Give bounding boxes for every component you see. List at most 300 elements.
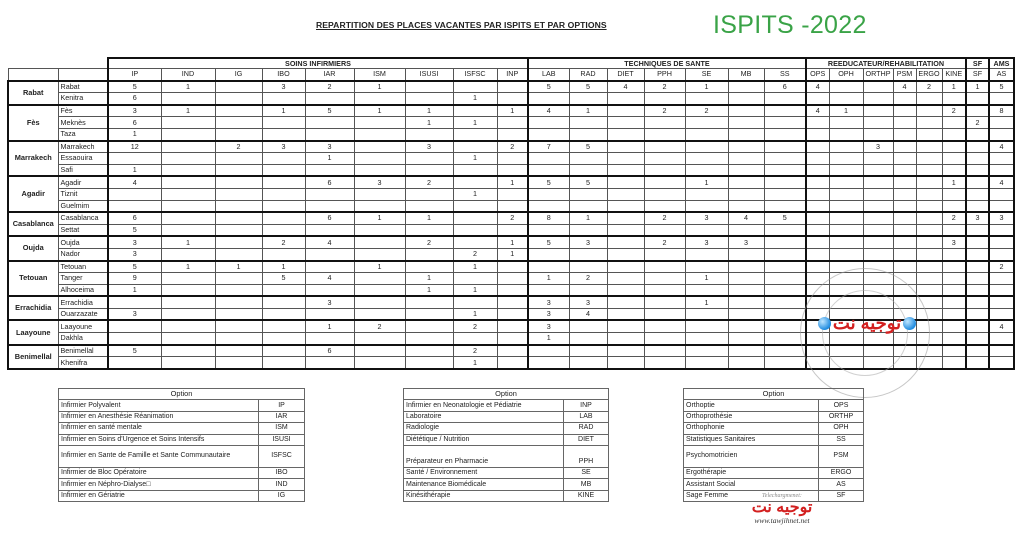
cell-orthp [863, 236, 893, 248]
cell-lab [528, 164, 569, 176]
cell-ind [161, 212, 215, 224]
region-name: Rabat [8, 81, 58, 105]
cell-isusi [405, 224, 453, 236]
group-header: TECHNIQUES DE SANTE [528, 58, 806, 69]
cell-ig [215, 164, 262, 176]
cell-ibo [262, 93, 305, 105]
cell-oph [829, 128, 863, 140]
cell-orthp [863, 176, 893, 188]
cell-isfsc [453, 333, 497, 345]
cell-pph [644, 153, 685, 165]
cell-pph [644, 261, 685, 273]
cell-se: 1 [685, 81, 728, 93]
cell-diet [607, 273, 644, 285]
cell-kine [942, 224, 966, 236]
cell-sf [966, 333, 989, 345]
cell-sf [966, 261, 989, 273]
cell-diet [607, 248, 644, 260]
cell-iar: 4 [305, 273, 354, 285]
cell-psm [893, 164, 916, 176]
cell-sf [966, 128, 989, 140]
cell-isfsc: 1 [453, 93, 497, 105]
cell-isusi [405, 308, 453, 320]
cell-ism [354, 273, 405, 285]
cell-ism: 1 [354, 81, 405, 93]
cell-mb [728, 128, 764, 140]
cell-ism [354, 128, 405, 140]
legend-code: ISM [259, 423, 305, 434]
cell-psm [893, 93, 916, 105]
cell-orthp [863, 200, 893, 212]
cell-orthp [863, 164, 893, 176]
cell-iar [305, 224, 354, 236]
legend-code: PPH [564, 445, 609, 467]
cell-inp: 2 [497, 141, 528, 153]
cell-ibo: 3 [262, 81, 305, 93]
cell-diet [607, 224, 644, 236]
cell-rad [569, 153, 607, 165]
cell-isusi: 1 [405, 284, 453, 296]
cell-ibo [262, 128, 305, 140]
cell-isusi [405, 164, 453, 176]
legend-label: Orthophonie [684, 423, 819, 434]
cell-kine [942, 164, 966, 176]
cell-orthp: 3 [863, 141, 893, 153]
cell-isusi [405, 248, 453, 260]
region-name: Benimellal [8, 345, 58, 369]
cell-isfsc [453, 128, 497, 140]
cell-inp [497, 200, 528, 212]
cell-ism [354, 333, 405, 345]
cell-ind [161, 141, 215, 153]
cell-ops [806, 224, 829, 236]
cell-ergo [916, 261, 942, 273]
cell-ss [764, 188, 806, 200]
cell-ig [215, 333, 262, 345]
cell-ind: 1 [161, 81, 215, 93]
cell-se [685, 141, 728, 153]
cell-iar: 6 [305, 212, 354, 224]
cell-ism [354, 224, 405, 236]
ville-name: Tiznit [58, 188, 108, 200]
cell-ergo [916, 128, 942, 140]
ispits-year-title: ISPITS -2022 [713, 11, 867, 39]
cell-diet: 4 [607, 81, 644, 93]
table-row [8, 236, 1014, 248]
cell-kine [942, 296, 966, 308]
column-header: SF [966, 69, 989, 81]
cell-ism [354, 164, 405, 176]
ville-name: Settat [58, 224, 108, 236]
cell-lab [528, 128, 569, 140]
cell-rad [569, 224, 607, 236]
table-row [8, 200, 1014, 212]
cell-iar: 1 [305, 153, 354, 165]
cell-ind [161, 128, 215, 140]
cell-isusi: 3 [405, 141, 453, 153]
cell-ibo [262, 224, 305, 236]
cell-kine: 3 [942, 236, 966, 248]
legend-code: LAB [564, 411, 609, 422]
cell-isfsc: 1 [453, 188, 497, 200]
legend-row [404, 479, 609, 490]
legend-row [684, 400, 864, 411]
cell-ibo [262, 357, 305, 369]
cell-mb [728, 320, 764, 332]
table-row [8, 141, 1014, 153]
ville-name: Tetouan [58, 261, 108, 273]
cell-ind [161, 153, 215, 165]
legend-code: IND [259, 479, 305, 490]
cell-diet [607, 200, 644, 212]
cell-oph [829, 188, 863, 200]
cell-isusi: 2 [405, 236, 453, 248]
cell-ibo [262, 117, 305, 129]
cell-pph [644, 248, 685, 260]
cell-inp: 1 [497, 176, 528, 188]
cell-isfsc: 1 [453, 357, 497, 369]
region-name: Agadir [8, 176, 58, 212]
cell-ergo [916, 117, 942, 129]
cell-inp [497, 188, 528, 200]
cell-psm [893, 248, 916, 260]
cell-mb [728, 284, 764, 296]
ville-name: Khenifra [58, 357, 108, 369]
cell-ss [764, 176, 806, 188]
column-header: SS [764, 69, 806, 81]
cell-rad [569, 117, 607, 129]
cell-pph [644, 141, 685, 153]
cell-mb [728, 333, 764, 345]
cell-isfsc [453, 141, 497, 153]
cell-lab [528, 357, 569, 369]
cell-orthp [863, 105, 893, 117]
cell-lab [528, 248, 569, 260]
cell-ig [215, 176, 262, 188]
cell-orthp [863, 117, 893, 129]
cell-inp: 1 [497, 236, 528, 248]
cell-ig [215, 224, 262, 236]
cell-rad: 4 [569, 308, 607, 320]
tawjihnet-url[interactable]: www.tawjihnet.net [754, 516, 810, 525]
cell-diet [607, 261, 644, 273]
cell-pph [644, 320, 685, 332]
cell-as [989, 273, 1014, 285]
ville-name: Alhoceima [58, 284, 108, 296]
cell-iar [305, 188, 354, 200]
cell-ergo [916, 224, 942, 236]
legend-row [59, 445, 305, 467]
cell-ig [215, 357, 262, 369]
cell-kine [942, 128, 966, 140]
legend-label: Infirmier en Anesthésie Réanimation [59, 411, 259, 422]
cell-ss [764, 357, 806, 369]
cell-rad [569, 248, 607, 260]
cell-as [989, 236, 1014, 248]
cell-sf [966, 345, 989, 357]
cell-ip [108, 320, 161, 332]
cell-ss [764, 224, 806, 236]
table-row [8, 224, 1014, 236]
cell-isfsc: 2 [453, 248, 497, 260]
cell-sf: 3 [966, 212, 989, 224]
cell-sf [966, 284, 989, 296]
cell-isusi [405, 333, 453, 345]
cell-iar [305, 357, 354, 369]
cell-ibo: 3 [262, 141, 305, 153]
cell-iar: 2 [305, 81, 354, 93]
group-header: SF [966, 58, 989, 69]
cell-se [685, 224, 728, 236]
cell-sf [966, 308, 989, 320]
cell-rad [569, 284, 607, 296]
cell-ss [764, 105, 806, 117]
cell-ig: 2 [215, 141, 262, 153]
cell-se [685, 128, 728, 140]
cell-ergo [916, 105, 942, 117]
cell-ism: 3 [354, 176, 405, 188]
cell-inp [497, 128, 528, 140]
cell-lab [528, 153, 569, 165]
cell-diet [607, 93, 644, 105]
cell-ig [215, 81, 262, 93]
cell-ind [161, 93, 215, 105]
cell-ss [764, 236, 806, 248]
cell-ip [108, 188, 161, 200]
cell-pph [644, 284, 685, 296]
cell-pph [644, 357, 685, 369]
cell-ism: 1 [354, 105, 405, 117]
ville-name: Safi [58, 164, 108, 176]
cell-pph [644, 224, 685, 236]
cell-rad [569, 128, 607, 140]
cell-psm [893, 176, 916, 188]
cell-ip: 1 [108, 164, 161, 176]
cell-iar [305, 164, 354, 176]
cell-iar [305, 93, 354, 105]
cell-lab [528, 284, 569, 296]
cell-iar: 5 [305, 105, 354, 117]
cell-isusi: 1 [405, 105, 453, 117]
table-row [8, 188, 1014, 200]
column-header: ISUSI [405, 69, 453, 81]
legend-label: Santé / Environnement [404, 467, 564, 478]
column-header: PSM [893, 69, 916, 81]
cell-se [685, 153, 728, 165]
column-header: PPH [644, 69, 685, 81]
legend-label: Sage Femme [684, 490, 819, 501]
cell-ind [161, 273, 215, 285]
cell-orthp [863, 153, 893, 165]
document-title: REPARTITION DES PLACES VACANTES PAR ISPITS ET PAR OPTIONS [316, 20, 607, 30]
cell-se: 3 [685, 212, 728, 224]
ville-name: Kenitra [58, 93, 108, 105]
cell-mb [728, 296, 764, 308]
cell-psm [893, 128, 916, 140]
legend-code: IBO [259, 467, 305, 478]
cell-oph [829, 176, 863, 188]
cell-ops: 4 [806, 81, 829, 93]
cell-oph [829, 117, 863, 129]
legend-row [684, 467, 864, 478]
cell-lab: 3 [528, 308, 569, 320]
legend-label: Orthoptie [684, 400, 819, 411]
cell-ip: 5 [108, 224, 161, 236]
cell-ig [215, 345, 262, 357]
cell-pph [644, 128, 685, 140]
cell-sf [966, 273, 989, 285]
cell-ism [354, 188, 405, 200]
cell-mb [728, 345, 764, 357]
cell-diet [607, 212, 644, 224]
legend-row [684, 423, 864, 434]
cell-diet [607, 105, 644, 117]
cell-kine [942, 357, 966, 369]
cell-ergo: 2 [916, 81, 942, 93]
cell-inp [497, 284, 528, 296]
cell-kine [942, 141, 966, 153]
cell-pph [644, 273, 685, 285]
cell-oph [829, 200, 863, 212]
cell-isfsc: 1 [453, 284, 497, 296]
cell-rad: 3 [569, 296, 607, 308]
cell-iar [305, 333, 354, 345]
group-header: SOINS INFIRMIERS [108, 58, 528, 69]
cell-ip: 6 [108, 212, 161, 224]
cell-se [685, 357, 728, 369]
cell-ergo [916, 236, 942, 248]
cell-sf [966, 224, 989, 236]
cell-ss [764, 117, 806, 129]
cell-mb [728, 176, 764, 188]
legend-code: SS [819, 434, 864, 445]
legend-code: DIET [564, 434, 609, 445]
cell-isfsc [453, 105, 497, 117]
cell-ind [161, 284, 215, 296]
cell-rad: 5 [569, 176, 607, 188]
cell-ip: 6 [108, 117, 161, 129]
cell-pph: 2 [644, 105, 685, 117]
column-header: IAR [305, 69, 354, 81]
ville-name: Essaouira [58, 153, 108, 165]
cell-ig [215, 320, 262, 332]
cell-mb [728, 141, 764, 153]
cell-ibo [262, 153, 305, 165]
cell-ig: 1 [215, 261, 262, 273]
cell-ergo [916, 248, 942, 260]
cell-se [685, 308, 728, 320]
cell-mb [728, 105, 764, 117]
cell-ops: 4 [806, 105, 829, 117]
cell-ops [806, 188, 829, 200]
cell-ip: 3 [108, 105, 161, 117]
cell-se [685, 200, 728, 212]
cell-diet [607, 320, 644, 332]
cell-pph [644, 333, 685, 345]
cell-as [989, 248, 1014, 260]
cell-rad: 1 [569, 105, 607, 117]
column-header: ORTHP [863, 69, 893, 81]
cell-ops [806, 141, 829, 153]
cell-se [685, 320, 728, 332]
cell-ism: 1 [354, 261, 405, 273]
cell-kine [942, 261, 966, 273]
cell-mb [728, 224, 764, 236]
cell-mb: 3 [728, 236, 764, 248]
cell-rad [569, 164, 607, 176]
cell-ism [354, 153, 405, 165]
legend-label: Radiologie [404, 423, 564, 434]
cell-ss [764, 296, 806, 308]
cell-ibo [262, 212, 305, 224]
table-row [8, 117, 1014, 129]
legend-code: IAR [259, 411, 305, 422]
cell-isfsc [453, 176, 497, 188]
legend-label: Infirmier en Neonatologie et Pédiatrie [404, 400, 564, 411]
column-header: MB [728, 69, 764, 81]
cell-pph [644, 296, 685, 308]
cell-isfsc: 1 [453, 153, 497, 165]
column-header: RAD [569, 69, 607, 81]
cell-rad [569, 188, 607, 200]
cell-as [989, 153, 1014, 165]
cell-isfsc [453, 164, 497, 176]
table-row [8, 248, 1014, 260]
cell-orthp [863, 224, 893, 236]
ville-name: Rabat [58, 81, 108, 93]
cell-psm [893, 141, 916, 153]
cell-ip: 1 [108, 284, 161, 296]
cell-ops [806, 117, 829, 129]
cell-diet [607, 176, 644, 188]
cell-rad: 2 [569, 273, 607, 285]
cell-isfsc [453, 81, 497, 93]
legend-row [59, 479, 305, 490]
cell-sf [966, 200, 989, 212]
cell-sf [966, 93, 989, 105]
cell-ip [108, 296, 161, 308]
legend-code: SF [819, 490, 864, 501]
cell-ind [161, 224, 215, 236]
column-header: OPH [829, 69, 863, 81]
legend-row [59, 411, 305, 422]
cell-rad: 3 [569, 236, 607, 248]
cell-oph [829, 153, 863, 165]
legend-row [59, 400, 305, 411]
cell-iar [305, 261, 354, 273]
cell-inp [497, 93, 528, 105]
cell-ops [806, 164, 829, 176]
cell-ergo [916, 212, 942, 224]
cell-oph [829, 93, 863, 105]
cell-ind: 1 [161, 236, 215, 248]
cell-ig [215, 93, 262, 105]
legend-row [404, 467, 609, 478]
cell-ergo [916, 141, 942, 153]
cell-sf [966, 105, 989, 117]
legend-code: AS [819, 479, 864, 490]
cell-diet [607, 308, 644, 320]
cell-as: 5 [989, 81, 1014, 93]
watermark-stamp-logo [802, 312, 932, 334]
cell-diet [607, 117, 644, 129]
cell-ss [764, 261, 806, 273]
cell-inp [497, 345, 528, 357]
cell-ip: 12 [108, 141, 161, 153]
cell-se: 1 [685, 296, 728, 308]
cell-lab: 1 [528, 273, 569, 285]
cell-lab: 5 [528, 176, 569, 188]
